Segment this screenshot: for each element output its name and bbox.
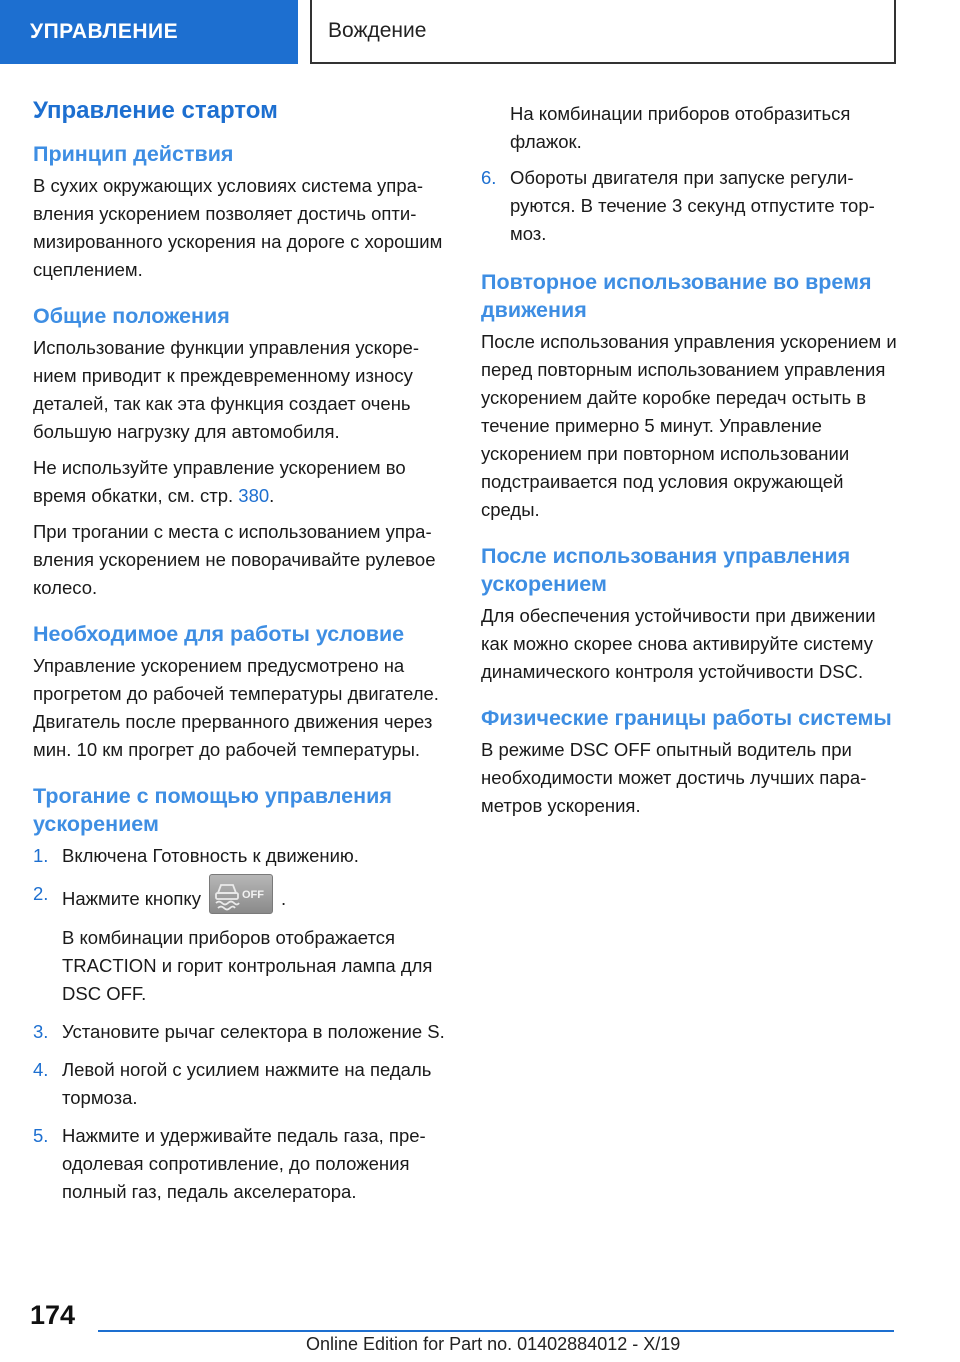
section-principle: [33, 140, 453, 284]
paragraph: Использование функции управления ускорением приводит к преждевременному износу деталей, так как эта функция создает очень большую нагрузку для автомобиля.: [33, 337, 419, 442]
section-heading: Повторное использование во время движения: [481, 270, 872, 322]
page-link[interactable]: 380: [238, 485, 270, 506]
section-condition: [33, 620, 453, 764]
section-heading: Физические границы работы системы: [481, 706, 892, 730]
footer-edition: Online Edition for Part no. 01402884012 - X/19: [306, 1334, 681, 1354]
section-tab: УПРАВЛЕНИЕ: [0, 0, 298, 64]
section-heading: Общие положения: [33, 304, 230, 328]
list-item: [481, 164, 901, 248]
step-number: 5.: [33, 1125, 49, 1146]
dsc-off-button-icon: [209, 874, 273, 914]
step-text: Установите рычаг селектора в положение S.: [62, 1021, 445, 1042]
step-text: .: [280, 887, 287, 909]
section-heading: После использования управления ускорением: [481, 544, 851, 596]
page-title: Управление стартом: [33, 97, 278, 124]
icon-label: OFF: [241, 889, 264, 901]
step-number: 3.: [33, 1021, 49, 1042]
paragraph: После использования управления ускорением и перед повторным использованием управления ускорением дайте коробке передач остыть в течение примерно 5 минут. Управление ускорением при повторном использовании подстраивается под условия окружающей среды.: [481, 331, 897, 520]
step-number: 1.: [33, 845, 49, 866]
section-limits: [481, 704, 901, 820]
step-text: Левой ногой с усилием нажмите на педаль тормоза.: [62, 1059, 432, 1108]
step-number: 2.: [33, 883, 49, 904]
step-subtext: В комбинации приборов отображается TRACTION и горит контрольная лампа для DSC OFF.: [62, 927, 433, 1004]
paragraph: В сухих окружающих условиях система управления ускорением позволяет достичь оптимизированного ускорения на дороге с хорошим сцеплением.: [33, 175, 443, 280]
list-item: [33, 1056, 453, 1112]
step-text: Нажмите и удерживайте педаль газа, преодолевая сопротивление, до положения полный газ, педаль акселератора.: [62, 1125, 426, 1202]
section-heading: Трогание с помощью управления ускорением: [33, 784, 392, 836]
paragraph-text: Не используйте управление ускорением во время обкатки, см. стр.: [33, 457, 406, 506]
step-text: Нажмите кнопку: [62, 887, 201, 909]
paragraph: Для обеспечения устойчивости при движении как можно скорее снова активируйте систему динамического контроля устойчивости DSC.: [481, 605, 876, 682]
list-item: [33, 842, 453, 870]
section-after-use: [481, 542, 901, 686]
section-heading: Необходимое для работы условие: [33, 622, 405, 646]
steps-list: [33, 842, 453, 1206]
paragraph: [33, 454, 453, 510]
list-item: [33, 880, 453, 1008]
left-column: [33, 96, 453, 1224]
page-number: 174: [30, 1300, 76, 1330]
list-item: [33, 1122, 453, 1206]
footer-divider: [98, 1330, 894, 1332]
section-general: [33, 302, 453, 602]
step-text: Включена Готовность к движению.: [62, 845, 359, 866]
paragraph: Управление ускорением предусмотрено на прогретом до рабочей температуры двигателе. Двигатель после прерванного движения через мин. 10 км прогрет до рабочей температуры.: [33, 655, 439, 760]
step-continuation: На комбинации приборов отобразиться флажок.: [510, 103, 851, 152]
section-heading: Принцип действия: [33, 142, 234, 166]
paragraph: При трогании с места с использованием управления ускорением не поворачивайте рулевое колесо.: [33, 521, 436, 598]
step-text: Обороты двигателя при запуске регулируются. В течение 3 секунд отпустите тормоз.: [510, 167, 875, 244]
step-number: 6.: [481, 167, 497, 188]
list-item: [33, 1018, 453, 1046]
step-number: 4.: [33, 1059, 49, 1080]
paragraph: В режиме DSC OFF опытный водитель при необходимости может достичь лучших параметров ускорения.: [481, 739, 867, 816]
section-launch: [33, 782, 453, 1206]
right-column: [481, 100, 901, 838]
section-reuse: [481, 268, 901, 524]
chapter-title: Вождение: [310, 0, 896, 64]
paragraph-text: .: [269, 485, 275, 506]
steps-list-continued: [481, 164, 901, 248]
